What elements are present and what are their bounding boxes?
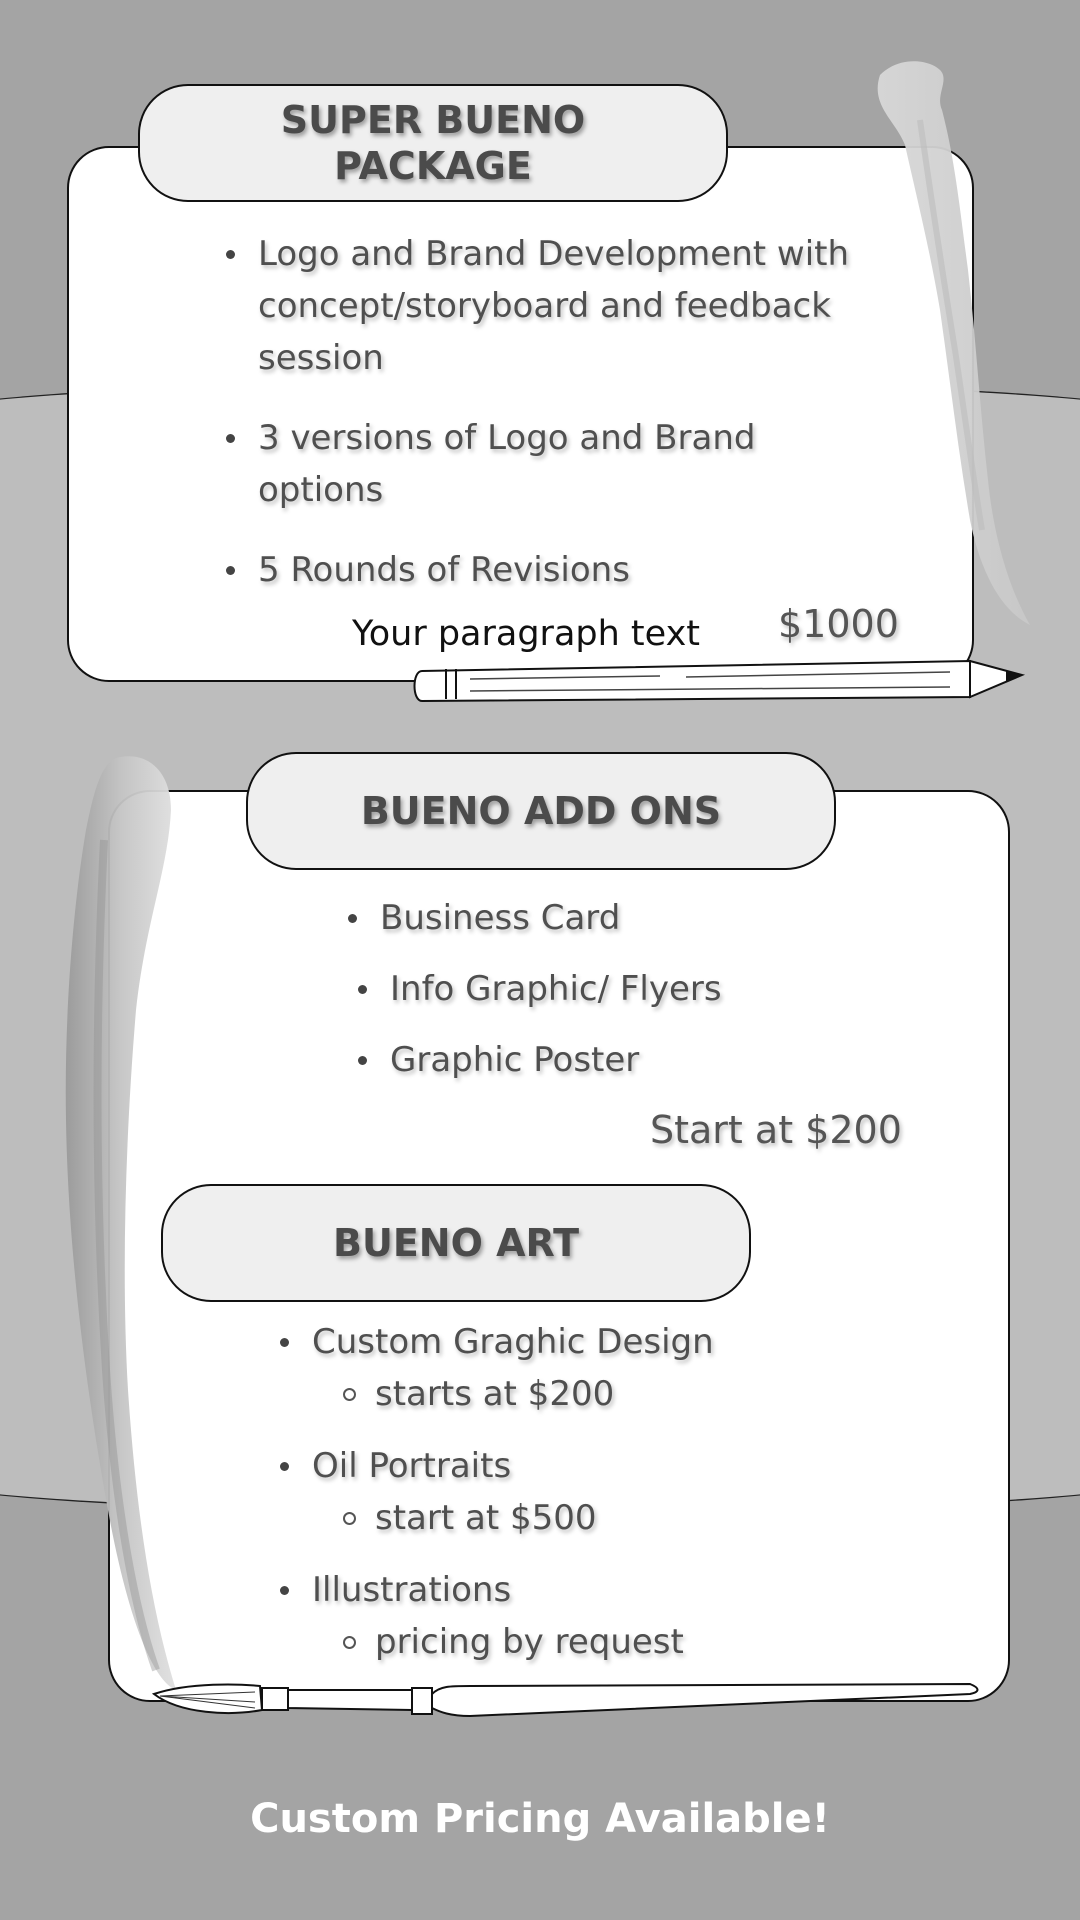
- list-item: Info Graphic/ Flyers: [348, 963, 868, 1015]
- paint-stroke-decoration: [860, 50, 1050, 650]
- list-item: 5 Rounds of Revisions: [226, 544, 866, 596]
- super-bueno-title-line2: PACKAGE: [334, 144, 532, 188]
- sub-list: [312, 1616, 900, 1668]
- add-ons-price: Start at $200: [650, 1108, 902, 1152]
- super-bueno-title-line1: SUPER BUENO: [280, 98, 586, 142]
- sub-list-item: start at $500: [343, 1492, 900, 1544]
- art-title: BUENO ART: [161, 1184, 751, 1302]
- list-item: [280, 1564, 900, 1668]
- add-ons-title: BUENO ADD ONS: [246, 752, 836, 870]
- art-item-label: Custom Graghic Design: [312, 1322, 714, 1362]
- super-bueno-list: [226, 228, 866, 624]
- sub-list-item: starts at $200: [343, 1368, 900, 1420]
- art-list: [280, 1316, 900, 1688]
- super-bueno-title: [138, 84, 728, 202]
- art-item-label: Illustrations: [312, 1570, 512, 1610]
- art-item-label: Oil Portraits: [312, 1446, 512, 1486]
- pencil-icon: [410, 655, 1030, 705]
- sub-list: [312, 1368, 900, 1420]
- list-item: 3 versions of Logo and Brand options: [226, 412, 866, 516]
- list-item: Business Card: [348, 892, 868, 944]
- paragraph-text: Your paragraph text: [352, 614, 701, 654]
- super-bueno-price: $1000: [778, 602, 899, 646]
- list-item: Graphic Poster: [348, 1034, 868, 1086]
- sub-list: [312, 1492, 900, 1544]
- add-ons-list: [348, 892, 868, 1105]
- list-item: [280, 1316, 900, 1420]
- list-item: Logo and Brand Development with concept/storyboard and feedback session: [226, 228, 866, 384]
- sub-list-item: pricing by request: [343, 1616, 900, 1668]
- list-item: [280, 1440, 900, 1544]
- footer-tagline: Custom Pricing Available!: [250, 1796, 830, 1842]
